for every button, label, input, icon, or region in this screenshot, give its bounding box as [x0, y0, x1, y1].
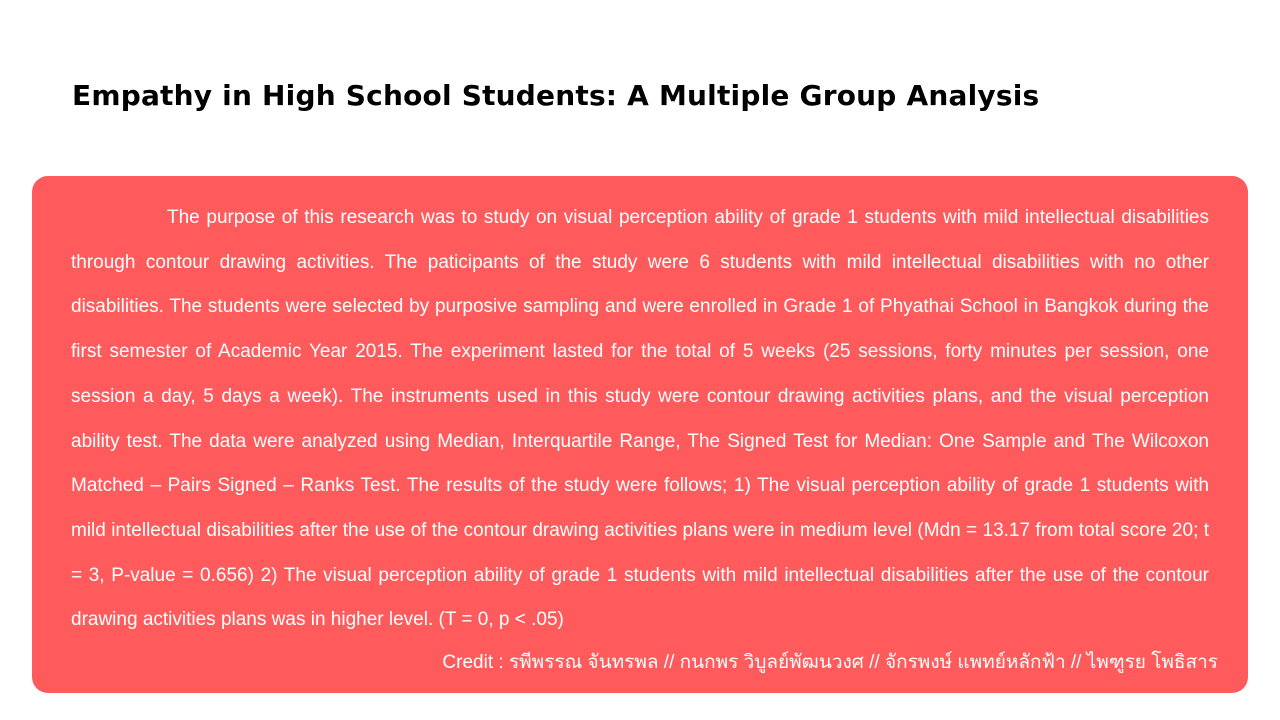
slide-title: Empathy in High School Students: A Multiple Group Analysis	[72, 79, 1040, 112]
credit-line: Credit : รพีพรรณ จันทรพล // กนกพร วิบูลย์พัฒนวงศ // จักรพงษ์ แพทย์หลักฟ้า // ไพฑูรย โพธิสาร	[442, 652, 1218, 673]
abstract-panel	[32, 176, 1248, 693]
abstract-text: The purpose of this research was to study on visual perception ability of grade 1 students with mild intellectual disabilities through contour drawing activities. The paticipants of the study were 6 students with mild intellectual disabilities with no other disabilities. The students were selected by purposive sampling and were enrolled in Grade 1 of Phyathai School in Bangkok during the first semester of Academic Year 2015. The experiment lasted for the total of 5 weeks (25 sessions, forty minutes per session, one session a day, 5 days a week). The instruments used in this study were contour drawing activities plans, and the visual perception ability test. The data were analyzed using Median, Interquartile Range, The Signed Test for Median: One Sample and The Wilcoxon Matched – Pairs Signed – Ranks Test. The results of the study were follows; 1) The visual perception ability of grade 1 students with mild intellectual disabilities after the use of the contour drawing activities plans were in medium level (Mdn = 13.17 from total score 20; t = 3, P-value = 0.656) 2) The visual perception ability of grade 1 students with mild intellectual disabilities after the use of the contour drawing activities plans was in higher level. (T = 0, p < .05)	[71, 207, 1209, 631]
